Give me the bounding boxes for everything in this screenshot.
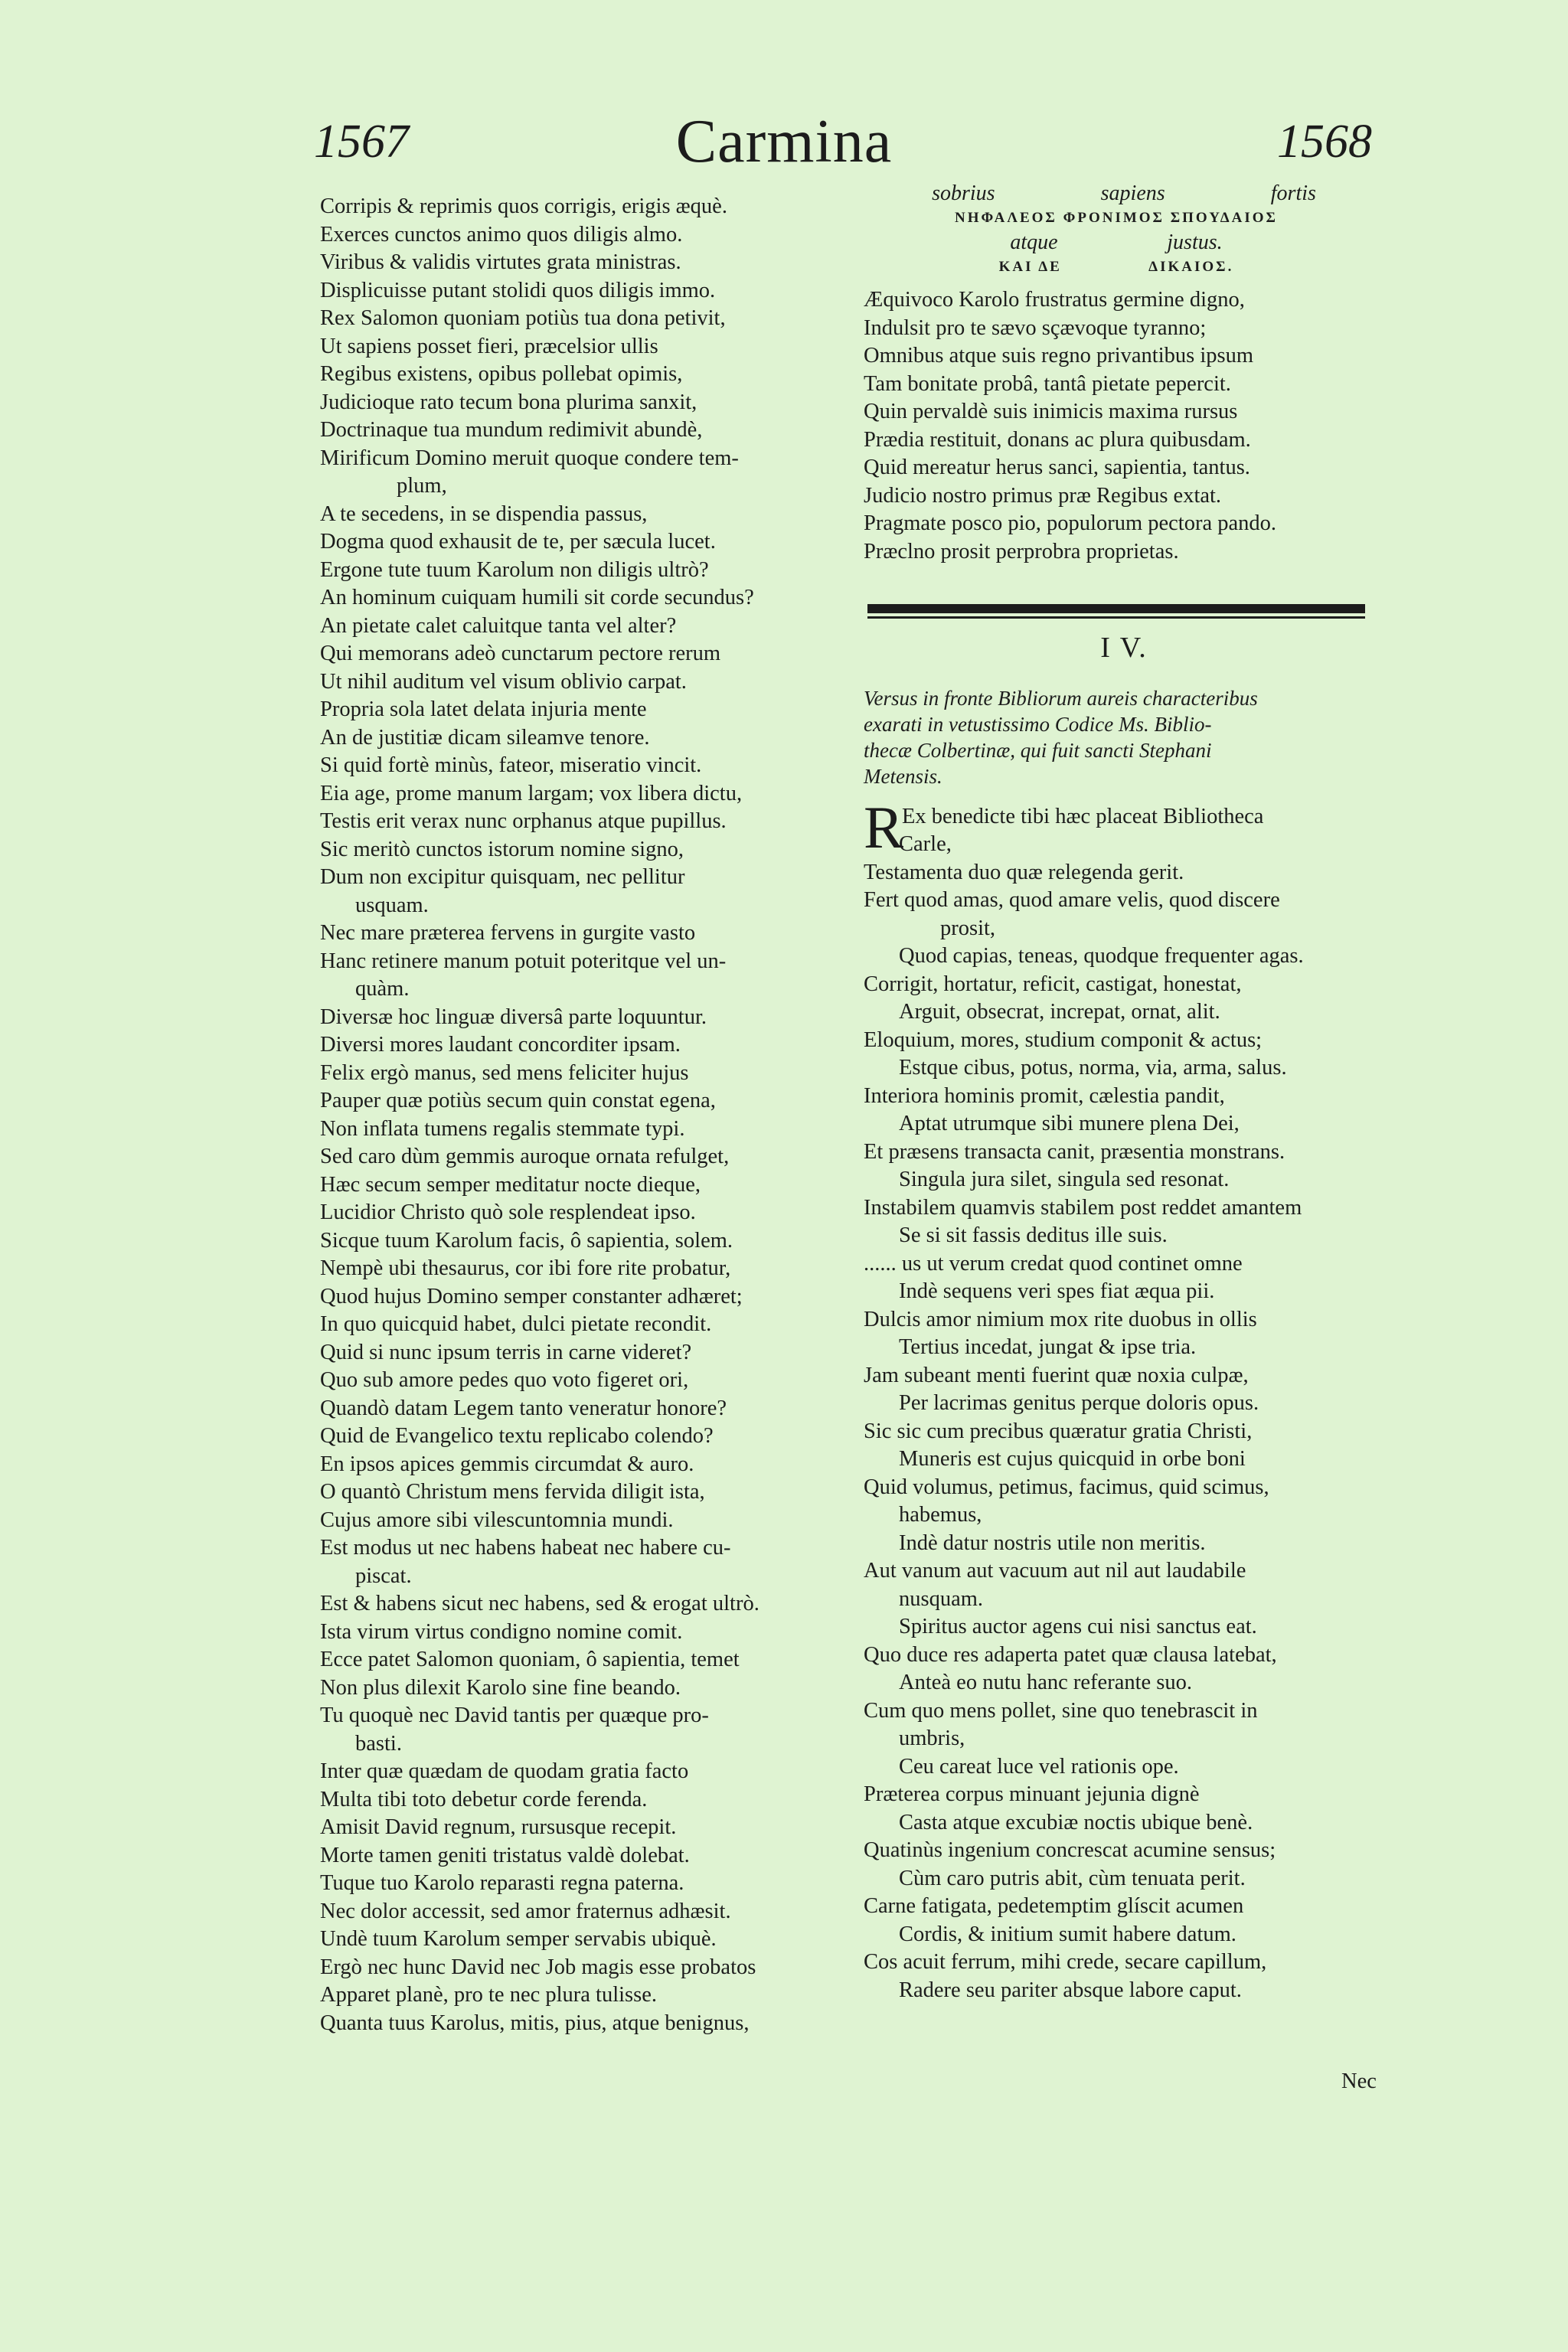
- verse-line: An pietate calet caluitque tanta vel alter?: [320, 613, 677, 638]
- left-column: [320, 193, 856, 2037]
- verse-line: plum,: [397, 474, 447, 498]
- right-verse-block: [864, 286, 1384, 566]
- verse-line: En ipsos apices gemmis circumdat & auro.: [320, 1452, 694, 1476]
- greek-line: ΝΗΦΑΛΕΟΣ ΦΡΟΝΙΜΟΣ ΣΠΟΥΔΑΙΟΣ: [955, 210, 1278, 226]
- verse-line: Undè tuum Karolum semper servabis ubiquè.: [320, 1927, 717, 1951]
- verse-line: Jam subeant menti fuerint quæ noxia culpæ,: [864, 1363, 1249, 1387]
- verse-line: usquam.: [355, 893, 429, 917]
- verse-line: piscat.: [355, 1563, 412, 1588]
- verse-line: Carle,: [899, 832, 952, 856]
- verse-line: Ergò nec hunc David nec Job magis esse probatos: [320, 1955, 756, 1979]
- greek-gloss-word: justus.: [1167, 230, 1223, 254]
- verse-line: Hæc secum semper meditatur nocte dieque,: [320, 1172, 701, 1197]
- verse-line: Quid mereatur herus sanci, sapientia, tantus.: [864, 456, 1250, 479]
- verse-line: Sed caro dùm gemmis auroque ornata refulget,: [320, 1145, 730, 1168]
- verse-line: Interiora hominis promit, cælestia pandit,: [864, 1083, 1225, 1108]
- section-title-line: exarati in vetustissimo Codice Ms. Biblio-: [864, 712, 1212, 736]
- greek-word: ΔΙΚΑΙΟΣ.: [1148, 259, 1234, 275]
- verse-line: Testamenta duo quæ relegenda gerit.: [864, 860, 1184, 884]
- verse-line: Pragmate posco pio, populorum pectora pando.: [864, 511, 1276, 535]
- verse-line: Ecce patet Salomon quoniam, ô sapientia, temet: [320, 1648, 740, 1671]
- verse-line: Arguit, obsecrat, increpat, ornat, alit.: [899, 1000, 1220, 1024]
- verse-line: Qui memorans adeò cunctarum pectore rerum: [320, 642, 721, 665]
- verse-line: Cujus amore sibi vilescuntomnia mundi.: [320, 1508, 674, 1532]
- verse-line: Casta atque excubiæ noctis ubique benè.: [899, 1810, 1253, 1834]
- page-number-left: 1567: [314, 116, 409, 168]
- verse-line: Aptat utrumque sibi munere plena Dei,: [899, 1112, 1240, 1135]
- verse-line: Apparet planè, pro te nec plura tulisse.: [320, 1983, 658, 2007]
- verse-line: Indè datur nostris utile non meritis.: [899, 1530, 1206, 1555]
- verse-line: Morte tamen geniti tristatus valdè dolebat.: [320, 1843, 690, 1867]
- verse-line: quàm.: [355, 977, 410, 1001]
- section-title: [864, 685, 1384, 789]
- drop-capital: R: [864, 793, 904, 861]
- verse-line: Per lacrimas genitus perque doloris opus.: [899, 1391, 1259, 1415]
- verse-line: Sic meritò cunctos istorum nomine signo,: [320, 837, 684, 861]
- verse-line: Multa tibi toto debetur corde ferenda.: [320, 1787, 648, 1811]
- verse-line: Diversi mores laudant concorditer ipsam.: [320, 1033, 681, 1057]
- verse-line: Ergone tute tuum Karolum non diligis ultrò?: [320, 557, 709, 582]
- verse-line: Quatinùs ingenium concrescat acumine sensus;: [864, 1838, 1276, 1862]
- verse-line: Præterea corpus minuant jejunia dignè: [864, 1782, 1200, 1806]
- verse-line: Se si sit fassis deditus ille suis.: [899, 1223, 1168, 1247]
- verse-line: Quod hujus Domino semper constanter adhæret;: [320, 1284, 743, 1308]
- verse-line: In quo quicquid habet, dulci pietate recondit.: [320, 1312, 712, 1336]
- verse-line: Nempè ubi thesaurus, cor ibi fore rite probatur,: [320, 1256, 731, 1280]
- verse-line: Indulsit pro te sævo sçævoque tyranno;: [864, 315, 1207, 340]
- verse-line: Cos acuit ferrum, mihi crede, secare capillum,: [864, 1950, 1267, 1974]
- verse-line: Quid si nunc ipsum terris in carne videret?: [320, 1340, 692, 1364]
- verse-line: Spiritus auctor agens cui nisi sanctus eat.: [899, 1615, 1257, 1638]
- verse-line: prosit,: [940, 916, 996, 940]
- verse-line: Quod capias, teneas, quodque frequenter agas.: [899, 944, 1304, 968]
- verse-line: Quanta tuus Karolus, mitis, pius, atque benignus,: [320, 2011, 750, 2035]
- section-title-line: thecæ Colbertinæ, qui fuit sancti Stephani: [864, 738, 1212, 762]
- verse-line: ...... us ut verum credat quod continet omne: [864, 1251, 1243, 1276]
- greek-gloss-word: sapiens: [1100, 181, 1165, 205]
- running-title: Carmina: [675, 108, 893, 175]
- verse-line: Nec dolor accessit, sed amor fraternus adhæsit.: [320, 1899, 731, 1923]
- page-number-right: 1568: [1277, 116, 1372, 168]
- verse-line: A te secedens, in se dispendia passus,: [320, 501, 648, 526]
- verse-line: Judicioque rato tecum bona plurima sanxit,: [320, 390, 697, 414]
- verse-line: Quandò datam Legem tanto veneratur honore?: [320, 1396, 727, 1420]
- poem-body: [864, 831, 1384, 2004]
- verse-line: Propria sola latet delata injuria mente: [320, 697, 647, 721]
- greek-word: ΚΑΙ ΔΕ: [998, 259, 1062, 275]
- verse-line: Estque cibus, potus, norma, via, arma, salus.: [899, 1056, 1287, 1080]
- verse-line: Singula jura silet, singula sed resonat.: [899, 1168, 1230, 1191]
- verse-line: Nec mare præterea fervens in gurgite vasto: [320, 921, 696, 945]
- right-column: [864, 181, 1384, 2004]
- verse-line: Sic sic cum precibus quæratur gratia Christi,: [864, 1419, 1253, 1443]
- verse-line: Dum non excipitur quisquam, nec pellitur: [320, 865, 685, 889]
- verse-line: Aut vanum aut vacuum aut nil aut laudabile: [864, 1559, 1246, 1583]
- verse-line: Felix ergò manus, sed mens feliciter hujus: [320, 1060, 689, 1085]
- verse-line: Est modus ut nec habens habeat nec habere cu-: [320, 1536, 731, 1560]
- verse-line: Et præsens transacta canit, præsentia monstrans.: [864, 1139, 1285, 1164]
- verse-line: Præclno prosit perprobra proprietas.: [864, 539, 1179, 564]
- verse-line: Quo sub amore pedes quo voto figeret ori,: [320, 1368, 689, 1392]
- verse-line: Tuque tuo Karolo reparasti regna paterna.: [320, 1871, 684, 1895]
- verse-line: Eloquium, mores, studium componit & actus;: [864, 1027, 1263, 1052]
- verse-line: Indè sequens veri spes fiat æqua pii.: [899, 1279, 1215, 1303]
- verse-line: Ista virum virtus condigno nomine comit.: [320, 1619, 683, 1644]
- section-number: I V.: [1100, 632, 1148, 664]
- verse-line: Diversæ hoc linguæ diversâ parte loquuntur.: [320, 1004, 707, 1029]
- verse-line: Exerces cunctos animo quos diligis almo.: [320, 222, 683, 247]
- verse-line: Hanc retinere manum potuit poteritque vel un-: [320, 949, 727, 973]
- verse-line: Quo duce res adaperta patet quæ clausa latebat,: [864, 1642, 1277, 1667]
- verse-line: Muneris est cujus quicquid in orbe boni: [899, 1447, 1246, 1471]
- greek-acrostic: [864, 181, 1384, 279]
- verse-line: umbris,: [899, 1726, 965, 1750]
- verse-line: Amisit David regnum, rursusque recepit.: [320, 1815, 677, 1839]
- verse-line: Regibus existens, opibus pollebat opimis,: [320, 362, 683, 386]
- catchword: Nec: [1341, 2069, 1377, 2093]
- verse-line: Judicio nostro primus præ Regibus extat.: [864, 483, 1222, 508]
- verse-line: Inter quæ quædam de quodam gratia facto: [320, 1759, 689, 1783]
- verse-line: Pauper quæ potiùs secum quin constat egena,: [320, 1089, 716, 1112]
- verse-line: Æquivoco Karolo frustratus germine digno,: [864, 288, 1245, 312]
- verse-line: Eia age, prome manum largam; vox libera dictu,: [320, 781, 743, 805]
- verse-line: Doctrinaque tua mundum redimivit abundè,: [320, 418, 703, 442]
- verse-line: Anteà eo nutu hanc referante suo.: [899, 1671, 1192, 1694]
- verse-line: basti.: [355, 1731, 402, 1756]
- verse-line: Cum quo mens pollet, sine quo tenebrascit in: [864, 1698, 1258, 1723]
- greek-gloss-word: fortis: [1270, 181, 1316, 205]
- section-title-line: Versus in fronte Bibliorum aureis characteribus: [864, 686, 1258, 710]
- greek-gloss-word: atque: [1010, 230, 1058, 254]
- verse-line: Cùm caro putris abit, cùm tenuata perit.: [899, 1866, 1246, 1890]
- verse-line: Radere seu pariter absque labore caput.: [899, 1978, 1242, 2002]
- verse-line: O quantò Christum mens fervida diligit ista,: [320, 1480, 705, 1504]
- verse-line: Cordis, & initium sumit habere datum.: [899, 1922, 1236, 1946]
- verse-line: An de justitiæ dicam sileamve tenore.: [320, 725, 650, 750]
- verse-line: Lucidior Christo quò sole resplendeat ipso.: [320, 1200, 696, 1224]
- verse-line: Tertius incedat, jungat & ipse tria.: [899, 1335, 1197, 1359]
- verse-line: Ut sapiens posset fieri, præcelsior ullis: [320, 334, 658, 358]
- section-title-line: Metensis.: [864, 764, 942, 788]
- verse-line: Fert quod amas, quod amare velis, quod discere: [864, 888, 1280, 912]
- verse-line: Si quid fortè minùs, fateor, miseratio vincit.: [320, 753, 702, 777]
- verse-line: Est & habens sicut nec habens, sed & erogat ultrò.: [320, 1592, 760, 1615]
- verse-line: Displicuisse putant stolidi quos diligis immo.: [320, 278, 716, 302]
- verse-line: Dulcis amor nimium mox rite duobus in ollis: [864, 1307, 1257, 1331]
- verse-line: Quin pervaldè suis inimicis maxima rursus: [864, 400, 1238, 423]
- verse-line: habemus,: [899, 1503, 982, 1527]
- verse-line: Non plus dilexit Karolo sine fine beando.: [320, 1675, 681, 1700]
- verse-line: Prædia restituit, donans ac plura quibusdam.: [864, 427, 1251, 452]
- verse-line: Dogma quod exhausit de te, per sæcula lucet.: [320, 530, 716, 554]
- verse-line: Sicque tuum Karolum facis, ô sapientia, solem.: [320, 1228, 733, 1253]
- verse-line: Corripis & reprimis quos corrigis, erigis æquè.: [320, 194, 727, 218]
- verse-line: nusquam.: [899, 1586, 984, 1611]
- verse-line: Ceu careat luce vel rationis ope.: [899, 1754, 1179, 1779]
- verse-line: Omnibus atque suis regno privantibus ipsum: [864, 344, 1254, 368]
- verse-line: Quid volumus, petimus, facimus, quid scimus,: [864, 1475, 1269, 1499]
- verse-line: Ut nihil auditum vel visum oblivio carpat.: [320, 669, 687, 694]
- verse-line: Carne fatigata, pedetemptim glíscit acumen: [864, 1894, 1244, 1918]
- verse-line: Rex Salomon quoniam potiùs tua dona petivit,: [320, 306, 726, 330]
- verse-line: Instabilem quamvis stabilem post reddet amantem: [864, 1195, 1302, 1220]
- verse-line: Mirificum Domino meruit quoque condere tem-: [320, 446, 739, 470]
- verse-line: Quid de Evangelico textu replicabo colendo?: [320, 1424, 714, 1448]
- verse-line: Tam bonitate probâ, tantâ pietate pepercit.: [864, 371, 1231, 396]
- section-rule: [867, 604, 1365, 619]
- verse-line: Testis erit verax nunc orphanus atque pupillus.: [320, 809, 727, 833]
- verse-line: An hominum cuiquam humili sit corde secundus?: [320, 586, 754, 609]
- verse-line: Viribus & validis virtutes grata ministras.: [320, 250, 681, 274]
- verse-line: Tu quoquè nec David tantis per quæque pro-: [320, 1704, 709, 1727]
- greek-gloss-word: sobrius: [932, 181, 995, 205]
- first-line-text: Ex benedicte tibi hæc placeat Bibliotheca: [902, 804, 1264, 828]
- verse-line: Corrigit, hortatur, reficit, castigat, honestat,: [864, 972, 1242, 996]
- verse-line: Non inflata tumens regalis stemmate typi.: [320, 1116, 685, 1141]
